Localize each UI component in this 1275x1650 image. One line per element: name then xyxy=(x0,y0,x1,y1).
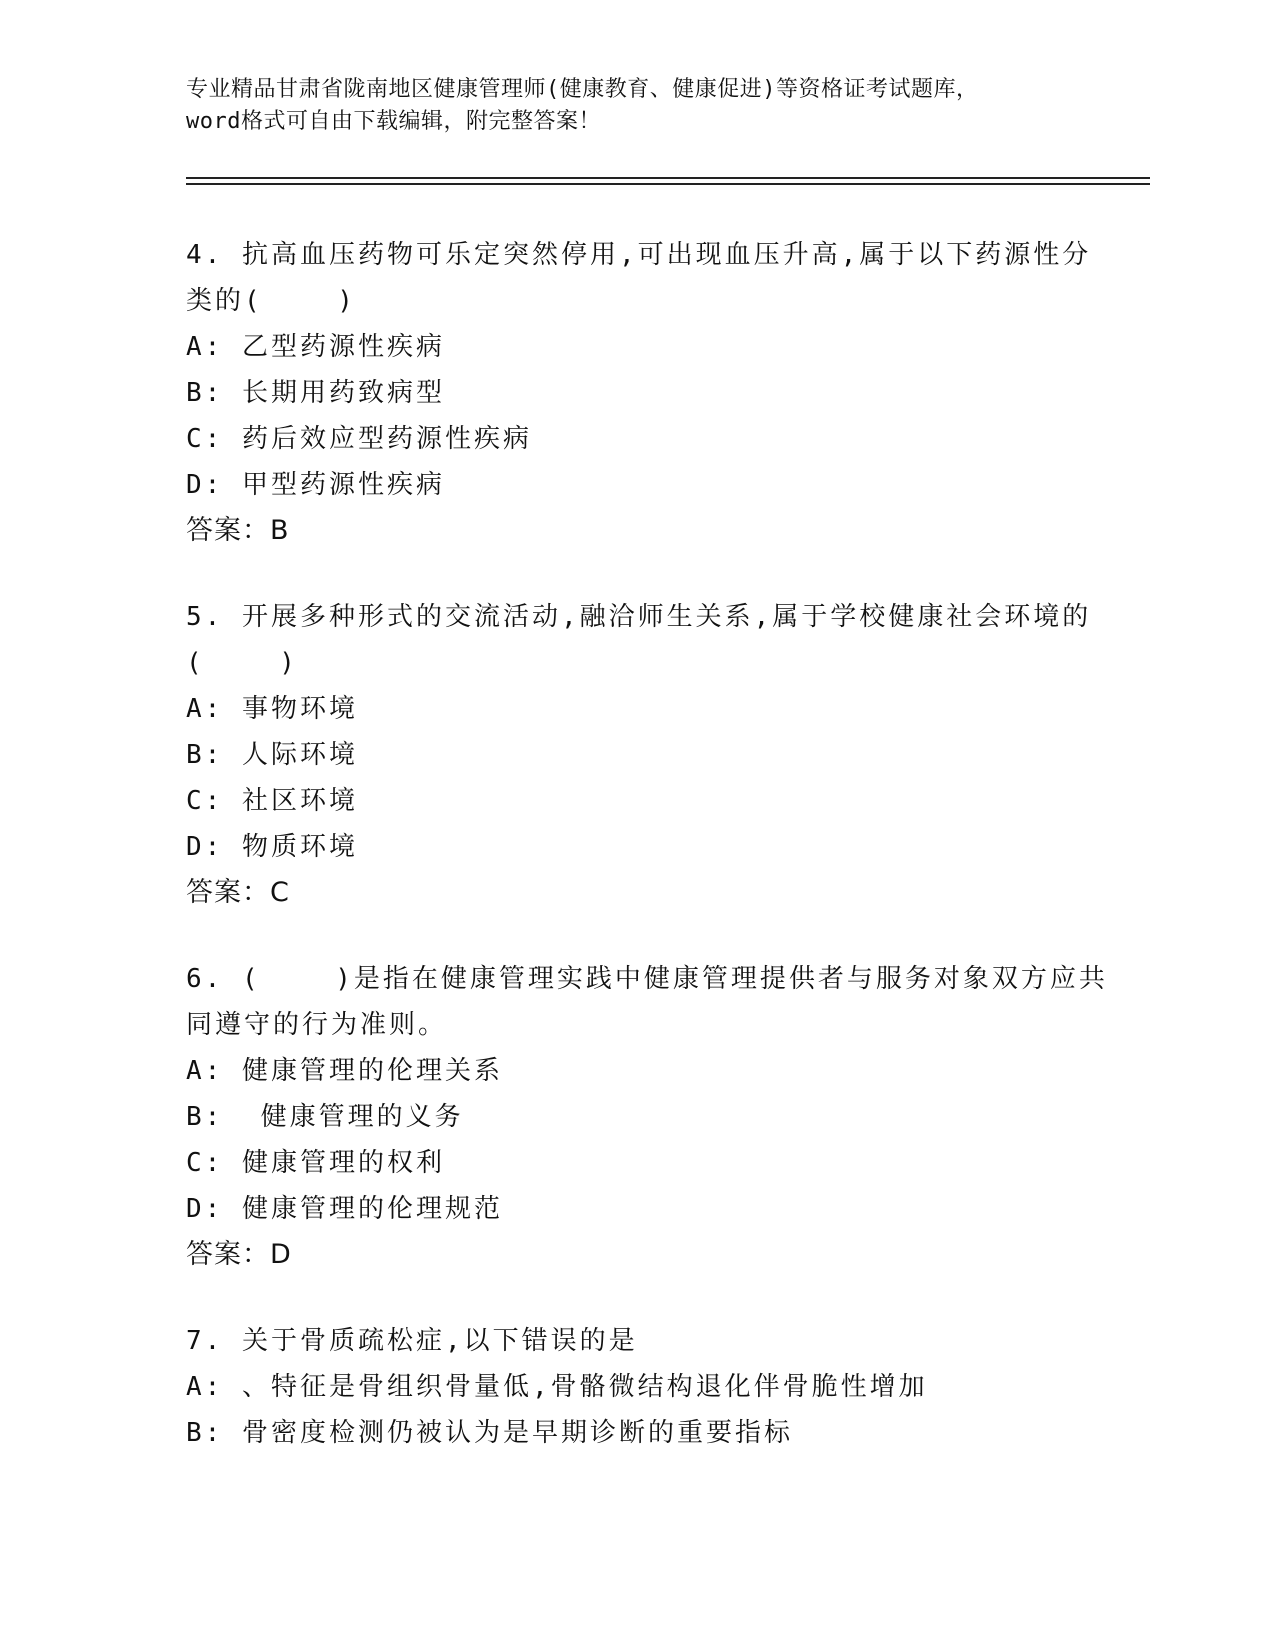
option-d: D: 健康管理的伦理规范 xyxy=(186,1194,503,1224)
option-b: B: 人际环境 xyxy=(186,740,358,770)
option-b: B: 健康管理的义务 xyxy=(186,1102,464,1132)
option-c: C: 健康管理的权利 xyxy=(186,1148,445,1178)
question-stem xyxy=(186,956,1108,1048)
option-d: D: 甲型药源性疾病 xyxy=(186,470,445,500)
question-list xyxy=(186,232,1108,1496)
question-stem xyxy=(186,594,1092,686)
answer: 答案：D xyxy=(186,1239,292,1270)
question-stem xyxy=(186,232,1092,324)
option-a: A: 健康管理的伦理关系 xyxy=(186,1056,503,1086)
option-b: B: 长期用药致病型 xyxy=(186,378,445,408)
option-b: B: 骨密度检测仍被认为是早期诊断的重要指标 xyxy=(186,1418,793,1448)
stem-line: 4. 抗高血压药物可乐定突然停用,可出现血压升高,属于以下药源性分 xyxy=(186,240,1092,270)
header-line-2: word格式可自由下载编辑，附完整答案！ xyxy=(186,109,601,134)
stem-line: ( ) xyxy=(186,648,298,678)
answer: 答案：C xyxy=(186,877,290,908)
question-5 xyxy=(186,594,1092,916)
option-a: A: 事物环境 xyxy=(186,694,358,724)
question-stem xyxy=(186,1318,1086,1364)
stem-line: 5. 开展多种形式的交流活动,融洽师生关系,属于学校健康社会环境的 xyxy=(186,602,1092,632)
header-divider-bottom xyxy=(186,183,1150,185)
header-divider-top xyxy=(186,177,1150,179)
option-d: D: 物质环境 xyxy=(186,832,358,862)
stem-line: 同遵守的行为准则。 xyxy=(186,1010,448,1040)
answer: 答案：B xyxy=(186,515,290,546)
option-c: C: 社区环境 xyxy=(186,786,358,816)
stem-line: 类的( ) xyxy=(186,286,356,316)
question-7 xyxy=(186,1318,1086,1456)
option-c: C: 药后效应型药源性疾病 xyxy=(186,424,532,454)
document-header xyxy=(186,74,1086,138)
header-line-1: 专业精品甘肃省陇南地区健康管理师(健康教育、健康促进)等资格证考试题库， xyxy=(186,77,979,102)
option-a: A: 、特征是骨组织骨量低,骨骼微结构退化伴骨脆性增加 xyxy=(186,1372,928,1402)
question-4 xyxy=(186,232,1092,554)
stem-line: 6. ( )是指在健康管理实践中健康管理提供者与服务对象双方应共 xyxy=(186,964,1108,994)
question-6 xyxy=(186,956,1108,1278)
option-a: A: 乙型药源性疾病 xyxy=(186,332,445,362)
stem-line: 7. 关于骨质疏松症,以下错误的是 xyxy=(186,1326,638,1356)
